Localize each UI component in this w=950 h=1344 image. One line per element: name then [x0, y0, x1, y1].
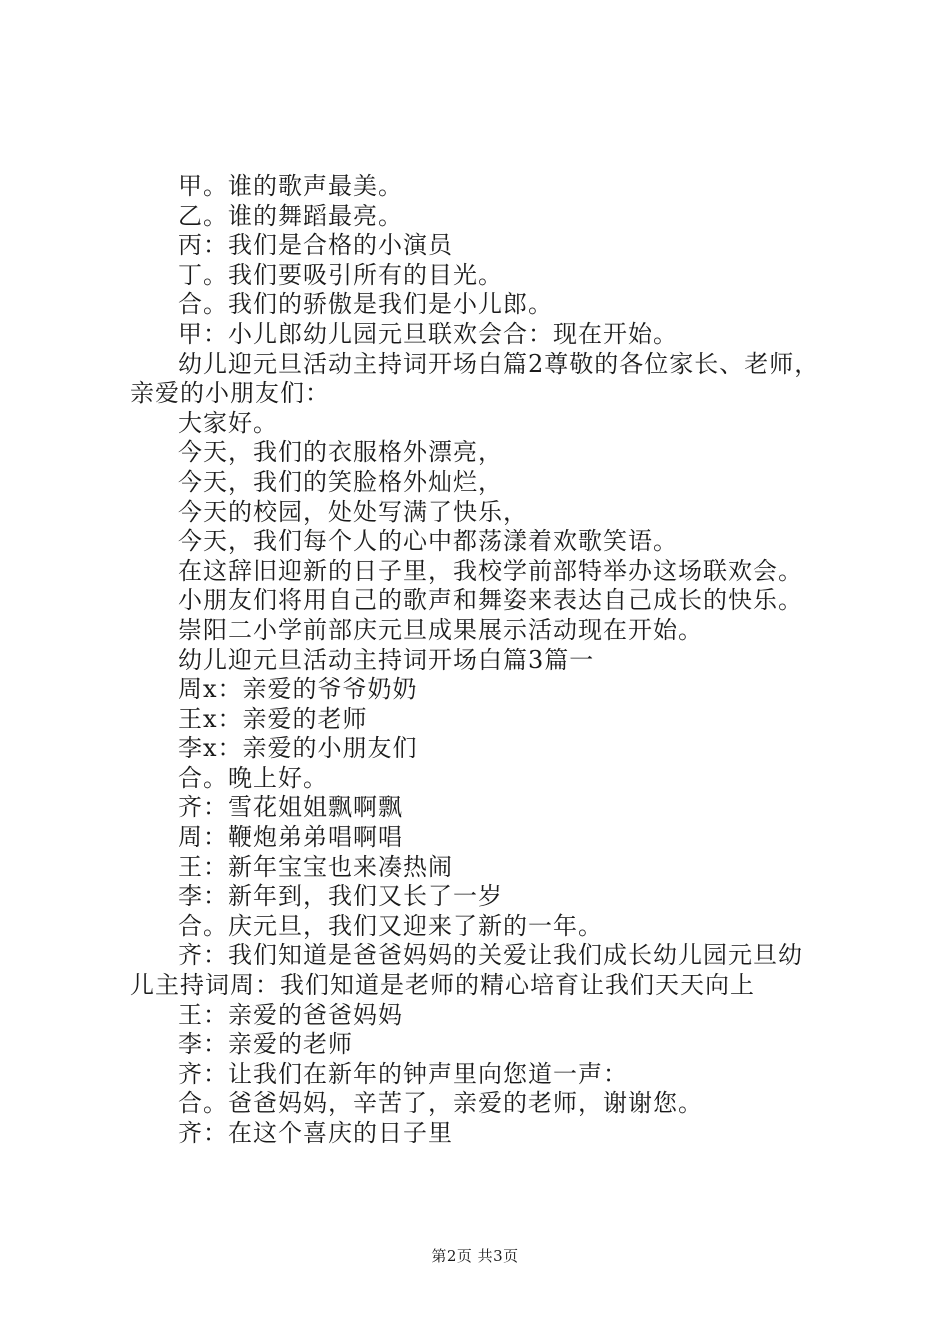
text-line: 周：鞭炮弟弟唱啊唱	[178, 823, 403, 852]
text-line: 王x：亲爱的老师	[178, 704, 368, 733]
text-line: 今天，我们每个人的心中都荡漾着欢歌笑语。	[178, 527, 678, 556]
text-line: 合。我们的骄傲是我们是小儿郎。	[178, 290, 553, 319]
text-line: 合。爸爸妈妈，辛苦了，亲爱的老师，谢谢您。	[178, 1089, 703, 1118]
text-line: 合。庆元旦，我们又迎来了新的一年。	[178, 911, 603, 940]
text-line: 齐：在这个喜庆的日子里	[178, 1119, 453, 1147]
text-line: 乙。谁的舞蹈最亮。	[178, 201, 403, 230]
text-line: 李：新年到，我们又长了一岁	[178, 882, 503, 911]
text-line: 今天，我们的笑脸格外灿烂，	[178, 467, 503, 496]
text-line: 李x：亲爱的小朋友们	[178, 734, 418, 763]
text-line: 合。晚上好。	[178, 763, 328, 792]
text-line: 今天的校园，处处写满了快乐，	[178, 497, 528, 526]
text-line: 在这辞旧迎新的日子里，我校学前部特举办这场联欢会。	[178, 556, 803, 585]
text-line: 周x：亲爱的爷爷奶奶	[178, 675, 418, 704]
document-body	[130, 172, 830, 1149]
text-line: 齐：雪花姐姐飘啊飘	[178, 793, 403, 822]
text-line: 幼儿迎元旦活动主持词开场白篇2尊敬的各位家长、老师，	[178, 349, 820, 378]
text-line: 王：亲爱的爸爸妈妈	[178, 1000, 403, 1029]
text-line: 甲：小儿郎幼儿园元旦联欢会合：现在开始。	[178, 319, 678, 348]
text-line: 王：新年宝宝也来凑热闹	[178, 852, 453, 881]
text-line: 崇阳二小学前部庆元旦成果展示活动现在开始。	[178, 615, 703, 644]
text-line: 小朋友们将用自己的歌声和舞姿来表达自己成长的快乐。	[178, 586, 803, 615]
text-line: 今天，我们的衣服格外漂亮，	[178, 438, 503, 467]
text-line: 丙：我们是合格的小演员	[178, 231, 453, 260]
text-line: 大家好。	[178, 408, 278, 437]
text-line: 幼儿迎元旦活动主持词开场白篇3篇一	[178, 645, 595, 674]
text-line: 齐：我们知道是爸爸妈妈的关爱让我们成长幼儿园元旦幼	[178, 941, 803, 970]
text-line: 儿主持词周：我们知道是老师的精心培育让我们天天向上	[130, 971, 755, 1000]
text-line: 丁。我们要吸引所有的目光。	[178, 260, 503, 289]
text-line: 甲。谁的歌声最美。	[178, 172, 403, 200]
text-line: 亲爱的小朋友们：	[130, 379, 330, 408]
text-line: 齐：让我们在新年的钟声里向您道一声：	[178, 1059, 628, 1088]
page-footer: 第2页 共3页	[431, 1247, 519, 1265]
text-line: 李：亲爱的老师	[178, 1030, 353, 1059]
